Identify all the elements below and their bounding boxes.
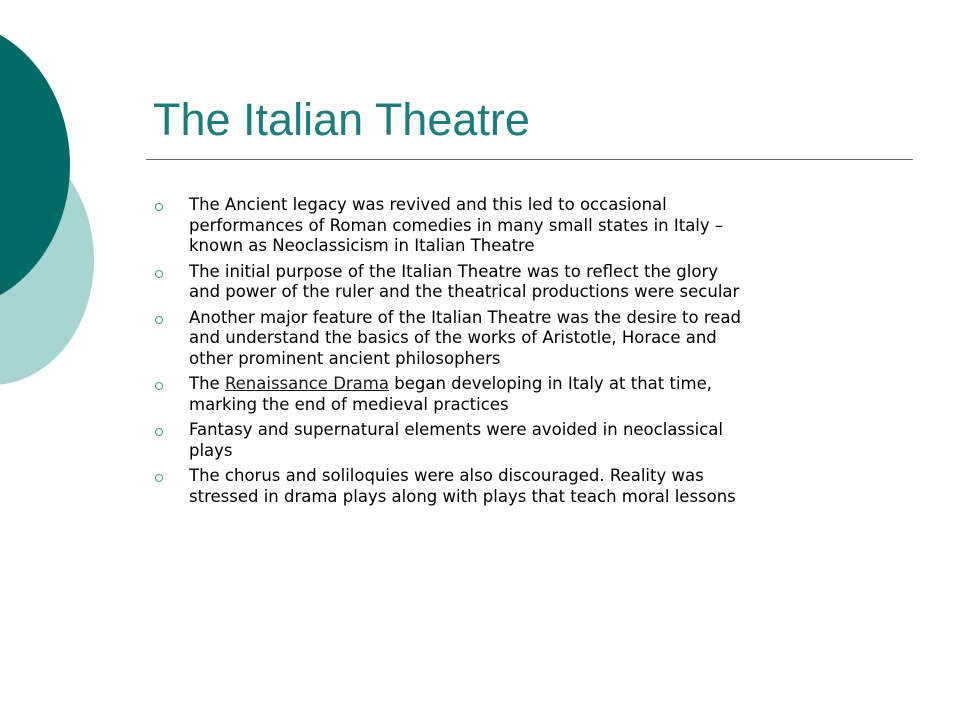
bullet-text: The Ancient legacy was revived and this led to occasional performances of Roman comedies in many small states in Italy – known as Neoclassicism in Italian Theatre <box>189 195 724 255</box>
bullet-item <box>150 262 750 303</box>
circle-bullet-icon <box>155 428 163 436</box>
bullet-text: The initial purpose of the Italian Theatre was to reflect the glory and power of the ruler and the theatrical productions were secular <box>189 261 740 301</box>
slide-title: The Italian Theatre <box>153 94 530 145</box>
bullet-text: The chorus and soliloquies were also discouraged. Reality was stressed in drama plays along with plays that teach moral lessons <box>189 466 736 506</box>
renaissance-drama-link[interactable]: Renaissance Drama <box>224 374 389 393</box>
bullet-item <box>150 308 750 370</box>
bullet-item <box>150 374 750 415</box>
circle-bullet-icon <box>155 474 163 482</box>
circle-bullet-icon <box>155 382 163 390</box>
bullet-text: Fantasy and supernatural elements were avoided in neoclassical plays <box>189 420 723 460</box>
bullet-text: Another major feature of the Italian Theatre was the desire to read and understand the basics of the works of Aristotle, Horace and other prominent ancient philosophers <box>189 307 742 368</box>
bullet-list <box>150 195 750 512</box>
bullet-item <box>150 420 750 461</box>
circle-bullet-icon <box>155 316 163 324</box>
bullet-item <box>150 466 750 507</box>
bullet-text-after: began developing in Italy at that time, marking the end of medieval practices <box>189 374 713 414</box>
circle-bullet-icon <box>155 270 163 278</box>
bullet-text-before: The <box>189 374 225 393</box>
circle-bullet-icon <box>155 203 163 211</box>
title-divider <box>146 159 913 160</box>
bullet-item <box>150 195 750 257</box>
